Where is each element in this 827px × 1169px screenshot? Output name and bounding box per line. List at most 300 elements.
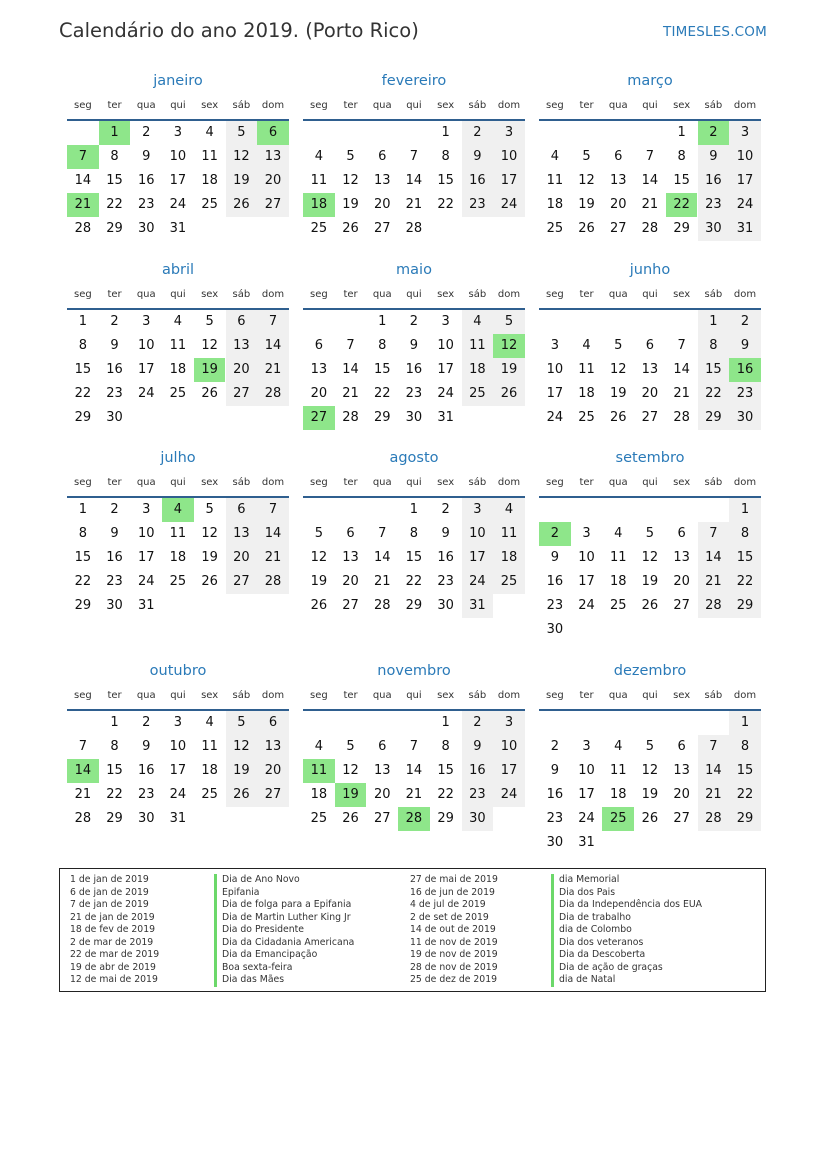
day-cell[interactable]: 9 — [110, 526, 119, 541]
day-cell[interactable]: 23 — [729, 382, 761, 406]
day-cell[interactable]: 9 — [441, 526, 450, 541]
day-cell[interactable]: 17 — [493, 759, 525, 783]
day-cell[interactable]: 25 — [169, 386, 187, 401]
day-cell[interactable]: 28 — [698, 807, 730, 831]
day-cell[interactable]: 17 — [169, 173, 187, 188]
day-cell[interactable]: 13 — [673, 550, 690, 565]
day-cell[interactable]: 18 — [201, 763, 218, 778]
day-cell[interactable]: 25 — [609, 598, 627, 613]
day-cell[interactable]: 29 — [106, 811, 123, 826]
day-cell[interactable]: 9 — [142, 149, 151, 164]
day-cell[interactable]: 27 — [673, 598, 690, 613]
day-cell[interactable]: 7 — [698, 735, 730, 759]
day-cell[interactable]: 24 — [493, 783, 525, 807]
day-cell[interactable]: 4 — [614, 739, 623, 754]
day-cell[interactable]: 18 — [609, 787, 627, 802]
day-cell[interactable]: 13 — [373, 173, 391, 188]
day-cell[interactable]: 30 — [106, 598, 123, 613]
day-cell[interactable]: 1 — [78, 502, 87, 517]
day-cell[interactable]: 22 — [106, 197, 123, 212]
holiday-cell[interactable]: 16 — [729, 358, 761, 382]
day-cell[interactable]: 5 — [614, 338, 623, 353]
day-cell[interactable]: 1 — [441, 715, 450, 730]
day-cell[interactable]: 8 — [110, 739, 119, 754]
day-cell[interactable]: 24 — [578, 811, 595, 826]
day-cell[interactable]: 5 — [205, 314, 214, 329]
day-cell[interactable]: 19 — [310, 574, 328, 589]
holiday-cell[interactable]: 25 — [602, 807, 634, 831]
day-cell[interactable]: 24 — [169, 787, 187, 802]
day-cell[interactable]: 31 — [437, 410, 454, 425]
day-cell[interactable]: 10 — [493, 735, 525, 759]
day-cell[interactable]: 27 — [373, 811, 391, 826]
day-cell[interactable]: 14 — [257, 522, 289, 546]
day-cell[interactable]: 19 — [578, 197, 595, 212]
holiday-cell[interactable]: 28 — [398, 807, 430, 831]
day-cell[interactable]: 3 — [173, 125, 183, 140]
day-cell[interactable]: 11 — [493, 522, 525, 546]
day-cell[interactable]: 30 — [137, 811, 155, 826]
day-cell[interactable]: 20 — [373, 197, 391, 212]
day-cell[interactable]: 8 — [110, 149, 119, 164]
day-cell[interactable]: 11 — [609, 763, 627, 778]
day-cell[interactable]: 13 — [226, 334, 258, 358]
day-cell[interactable]: 27 — [609, 221, 627, 236]
day-cell[interactable]: 10 — [546, 362, 564, 377]
day-cell[interactable]: 2 — [142, 125, 151, 140]
day-cell[interactable]: 30 — [698, 217, 730, 241]
day-cell[interactable]: 12 — [342, 173, 359, 188]
day-cell[interactable]: 2 — [729, 310, 761, 334]
day-cell[interactable]: 5 — [226, 711, 258, 735]
day-cell[interactable]: 8 — [441, 739, 450, 754]
day-cell[interactable]: 11 — [462, 334, 494, 358]
day-cell[interactable]: 15 — [729, 546, 761, 570]
day-cell[interactable]: 9 — [110, 338, 119, 353]
day-cell[interactable]: 15 — [106, 763, 123, 778]
day-cell[interactable]: 26 — [226, 193, 258, 217]
day-cell[interactable]: 9 — [729, 334, 761, 358]
day-cell[interactable]: 16 — [462, 759, 494, 783]
day-cell[interactable]: 24 — [462, 570, 494, 594]
holiday-cell[interactable]: 19 — [335, 783, 367, 807]
day-cell[interactable]: 8 — [698, 334, 730, 358]
day-cell[interactable]: 19 — [609, 386, 627, 401]
day-cell[interactable]: 4 — [550, 149, 559, 164]
day-cell[interactable]: 11 — [609, 550, 627, 565]
day-cell[interactable]: 8 — [441, 149, 450, 164]
day-cell[interactable]: 6 — [378, 149, 387, 164]
day-cell[interactable]: 28 — [257, 570, 289, 594]
day-cell[interactable]: 5 — [645, 526, 655, 541]
day-cell[interactable]: 10 — [578, 550, 595, 565]
day-cell[interactable]: 21 — [405, 197, 423, 212]
day-cell[interactable]: 24 — [546, 410, 564, 425]
day-cell[interactable]: 30 — [106, 410, 123, 425]
day-cell[interactable]: 26 — [578, 221, 595, 236]
day-cell[interactable]: 17 — [493, 169, 525, 193]
day-cell[interactable]: 10 — [462, 522, 494, 546]
day-cell[interactable]: 29 — [74, 410, 92, 425]
day-cell[interactable]: 19 — [226, 759, 258, 783]
day-cell[interactable]: 22 — [729, 783, 761, 807]
day-cell[interactable]: 15 — [437, 763, 454, 778]
day-cell[interactable]: 12 — [201, 338, 218, 353]
day-cell[interactable]: 3 — [142, 314, 151, 329]
day-cell[interactable]: 7 — [677, 338, 686, 353]
day-cell[interactable]: 28 — [373, 598, 391, 613]
day-cell[interactable]: 30 — [437, 598, 454, 613]
day-cell[interactable]: 1 — [378, 314, 387, 329]
day-cell[interactable]: 13 — [673, 763, 690, 778]
day-cell[interactable]: 15 — [106, 173, 123, 188]
day-cell[interactable]: 23 — [137, 787, 155, 802]
day-cell[interactable]: 29 — [106, 221, 123, 236]
day-cell[interactable]: 11 — [310, 173, 328, 188]
day-cell[interactable]: 12 — [641, 763, 659, 778]
day-cell[interactable]: 8 — [729, 735, 761, 759]
day-cell[interactable]: 25 — [493, 570, 525, 594]
day-cell[interactable]: 18 — [609, 574, 627, 589]
day-cell[interactable]: 10 — [437, 338, 454, 353]
day-cell[interactable]: 24 — [437, 386, 454, 401]
day-cell[interactable]: 1 — [729, 498, 761, 522]
day-cell[interactable]: 12 — [310, 550, 328, 565]
day-cell[interactable]: 6 — [645, 338, 655, 353]
day-cell[interactable]: 13 — [609, 173, 627, 188]
day-cell[interactable]: 19 — [342, 197, 359, 212]
day-cell[interactable]: 16 — [106, 550, 123, 565]
day-cell[interactable]: 19 — [493, 358, 525, 382]
day-cell[interactable]: 6 — [346, 526, 355, 541]
day-cell[interactable]: 27 — [257, 783, 289, 807]
day-cell[interactable]: 1 — [409, 502, 419, 517]
day-cell[interactable]: 8 — [78, 338, 87, 353]
day-cell[interactable]: 26 — [310, 598, 328, 613]
day-cell[interactable]: 14 — [673, 362, 690, 377]
day-cell[interactable]: 22 — [405, 574, 423, 589]
day-cell[interactable]: 24 — [578, 598, 595, 613]
day-cell[interactable]: 31 — [169, 811, 187, 826]
day-cell[interactable]: 22 — [74, 574, 92, 589]
day-cell[interactable]: 27 — [226, 570, 258, 594]
holiday-cell[interactable]: 1 — [99, 121, 131, 145]
day-cell[interactable]: 14 — [342, 362, 359, 377]
day-cell[interactable]: 5 — [493, 310, 525, 334]
day-cell[interactable]: 22 — [74, 386, 92, 401]
holiday-cell[interactable]: 27 — [303, 406, 335, 430]
day-cell[interactable]: 29 — [437, 811, 454, 826]
holiday-cell[interactable]: 21 — [67, 193, 99, 217]
brand-logo[interactable]: TIMESLES.COM — [663, 24, 767, 40]
day-cell[interactable]: 20 — [226, 546, 258, 570]
day-cell[interactable]: 20 — [310, 386, 328, 401]
holiday-cell[interactable]: 6 — [257, 121, 289, 145]
day-cell[interactable]: 2 — [110, 314, 119, 329]
day-cell[interactable]: 13 — [342, 550, 359, 565]
day-cell[interactable]: 14 — [698, 759, 730, 783]
holiday-cell[interactable]: 14 — [67, 759, 99, 783]
day-cell[interactable]: 30 — [546, 835, 564, 850]
day-cell[interactable]: 3 — [582, 526, 591, 541]
day-cell[interactable]: 1 — [677, 125, 686, 140]
day-cell[interactable]: 22 — [106, 787, 123, 802]
day-cell[interactable]: 9 — [462, 735, 494, 759]
day-cell[interactable]: 17 — [169, 763, 187, 778]
day-cell[interactable]: 28 — [673, 410, 690, 425]
day-cell[interactable]: 24 — [729, 193, 761, 217]
day-cell[interactable]: 23 — [462, 783, 494, 807]
day-cell[interactable]: 5 — [645, 739, 655, 754]
day-cell[interactable]: 2 — [462, 711, 494, 735]
day-cell[interactable]: 13 — [641, 362, 659, 377]
day-cell[interactable]: 17 — [137, 362, 155, 377]
day-cell[interactable]: 25 — [462, 382, 494, 406]
day-cell[interactable]: 31 — [462, 594, 494, 618]
day-cell[interactable]: 11 — [169, 526, 187, 541]
day-cell[interactable]: 22 — [373, 386, 391, 401]
day-cell[interactable]: 9 — [550, 550, 559, 565]
day-cell[interactable]: 16 — [137, 763, 155, 778]
day-cell[interactable]: 29 — [74, 598, 92, 613]
day-cell[interactable]: 3 — [550, 338, 559, 353]
day-cell[interactable]: 11 — [578, 362, 595, 377]
day-cell[interactable]: 23 — [546, 598, 564, 613]
day-cell[interactable]: 12 — [641, 550, 659, 565]
day-cell[interactable]: 17 — [578, 787, 595, 802]
day-cell[interactable]: 10 — [493, 145, 525, 169]
day-cell[interactable]: 19 — [641, 574, 659, 589]
day-cell[interactable]: 27 — [373, 221, 391, 236]
day-cell[interactable]: 3 — [173, 715, 183, 730]
day-cell[interactable]: 15 — [729, 759, 761, 783]
day-cell[interactable]: 27 — [673, 811, 690, 826]
day-cell[interactable]: 7 — [257, 498, 289, 522]
day-cell[interactable]: 6 — [677, 739, 686, 754]
day-cell[interactable]: 25 — [310, 221, 328, 236]
day-cell[interactable]: 7 — [409, 739, 419, 754]
day-cell[interactable]: 4 — [205, 715, 214, 730]
day-cell[interactable]: 8 — [409, 526, 419, 541]
day-cell[interactable]: 11 — [546, 173, 564, 188]
day-cell[interactable]: 20 — [609, 197, 627, 212]
day-cell[interactable]: 28 — [405, 221, 423, 236]
day-cell[interactable]: 5 — [582, 149, 591, 164]
day-cell[interactable]: 29 — [405, 598, 423, 613]
day-cell[interactable]: 16 — [405, 362, 423, 377]
day-cell[interactable]: 3 — [462, 498, 494, 522]
day-cell[interactable]: 3 — [729, 121, 761, 145]
day-cell[interactable]: 30 — [462, 807, 494, 831]
day-cell[interactable]: 21 — [673, 386, 690, 401]
day-cell[interactable]: 10 — [578, 763, 595, 778]
day-cell[interactable]: 2 — [142, 715, 151, 730]
day-cell[interactable]: 24 — [137, 574, 155, 589]
day-cell[interactable]: 10 — [169, 739, 187, 754]
day-cell[interactable]: 20 — [342, 574, 359, 589]
day-cell[interactable]: 26 — [641, 598, 659, 613]
day-cell[interactable]: 21 — [373, 574, 391, 589]
day-cell[interactable]: 4 — [493, 498, 525, 522]
day-cell[interactable]: 4 — [614, 526, 623, 541]
day-cell[interactable]: 19 — [201, 550, 218, 565]
day-cell[interactable]: 31 — [169, 221, 187, 236]
day-cell[interactable]: 18 — [201, 173, 218, 188]
day-cell[interactable]: 31 — [137, 598, 155, 613]
day-cell[interactable]: 10 — [137, 338, 155, 353]
day-cell[interactable]: 26 — [226, 783, 258, 807]
day-cell[interactable]: 9 — [550, 763, 559, 778]
day-cell[interactable]: 1 — [729, 711, 761, 735]
day-cell[interactable]: 8 — [78, 526, 87, 541]
day-cell[interactable]: 18 — [169, 550, 187, 565]
day-cell[interactable]: 17 — [462, 546, 494, 570]
day-cell[interactable]: 25 — [201, 787, 218, 802]
day-cell[interactable]: 1 — [110, 715, 119, 730]
day-cell[interactable]: 5 — [205, 502, 214, 517]
day-cell[interactable]: 29 — [729, 807, 761, 831]
day-cell[interactable]: 22 — [437, 197, 454, 212]
day-cell[interactable]: 24 — [493, 193, 525, 217]
day-cell[interactable]: 5 — [346, 149, 355, 164]
holiday-cell[interactable]: 4 — [162, 498, 194, 522]
day-cell[interactable]: 3 — [142, 502, 151, 517]
day-cell[interactable]: 6 — [378, 739, 387, 754]
holiday-cell[interactable]: 18 — [303, 193, 335, 217]
day-cell[interactable]: 16 — [698, 169, 730, 193]
day-cell[interactable]: 2 — [409, 314, 419, 329]
day-cell[interactable]: 28 — [641, 221, 659, 236]
day-cell[interactable]: 15 — [373, 362, 391, 377]
day-cell[interactable]: 23 — [437, 574, 454, 589]
day-cell[interactable]: 4 — [314, 739, 323, 754]
day-cell[interactable]: 1 — [78, 314, 87, 329]
day-cell[interactable]: 24 — [137, 386, 155, 401]
day-cell[interactable]: 3 — [493, 121, 525, 145]
day-cell[interactable]: 1 — [441, 125, 450, 140]
day-cell[interactable]: 18 — [546, 197, 564, 212]
day-cell[interactable]: 6 — [677, 526, 686, 541]
day-cell[interactable]: 26 — [342, 811, 359, 826]
day-cell[interactable]: 13 — [257, 145, 289, 169]
day-cell[interactable]: 7 — [346, 338, 355, 353]
day-cell[interactable]: 16 — [546, 574, 564, 589]
day-cell[interactable]: 11 — [169, 338, 187, 353]
day-cell[interactable]: 1 — [698, 310, 730, 334]
day-cell[interactable]: 5 — [346, 739, 355, 754]
day-cell[interactable]: 26 — [201, 386, 218, 401]
day-cell[interactable]: 21 — [405, 787, 423, 802]
day-cell[interactable]: 27 — [342, 598, 359, 613]
day-cell[interactable]: 31 — [729, 217, 761, 241]
day-cell[interactable]: 15 — [437, 173, 454, 188]
day-cell[interactable]: 11 — [201, 739, 218, 754]
day-cell[interactable]: 23 — [106, 386, 123, 401]
day-cell[interactable]: 18 — [310, 787, 328, 802]
day-cell[interactable]: 21 — [698, 783, 730, 807]
day-cell[interactable]: 17 — [578, 574, 595, 589]
day-cell[interactable]: 12 — [226, 145, 258, 169]
day-cell[interactable]: 26 — [342, 221, 359, 236]
day-cell[interactable]: 19 — [641, 787, 659, 802]
day-cell[interactable]: 23 — [546, 811, 564, 826]
day-cell[interactable]: 10 — [137, 526, 155, 541]
day-cell[interactable]: 11 — [201, 149, 218, 164]
day-cell[interactable]: 7 — [78, 739, 87, 754]
day-cell[interactable]: 22 — [698, 382, 730, 406]
day-cell[interactable]: 6 — [257, 711, 289, 735]
day-cell[interactable]: 26 — [201, 574, 218, 589]
day-cell[interactable]: 18 — [169, 362, 187, 377]
day-cell[interactable]: 27 — [226, 382, 258, 406]
day-cell[interactable]: 23 — [106, 574, 123, 589]
day-cell[interactable]: 20 — [673, 574, 690, 589]
day-cell[interactable]: 15 — [698, 358, 730, 382]
day-cell[interactable]: 25 — [310, 811, 328, 826]
day-cell[interactable]: 2 — [550, 739, 559, 754]
day-cell[interactable]: 2 — [441, 502, 450, 517]
day-cell[interactable]: 10 — [169, 149, 187, 164]
day-cell[interactable]: 16 — [106, 362, 123, 377]
day-cell[interactable]: 12 — [342, 763, 359, 778]
holiday-cell[interactable]: 12 — [493, 334, 525, 358]
day-cell[interactable]: 20 — [226, 358, 258, 382]
day-cell[interactable]: 4 — [173, 314, 183, 329]
day-cell[interactable]: 13 — [226, 522, 258, 546]
day-cell[interactable]: 21 — [74, 787, 92, 802]
day-cell[interactable]: 28 — [74, 221, 92, 236]
day-cell[interactable]: 12 — [201, 526, 218, 541]
day-cell[interactable]: 5 — [314, 526, 323, 541]
day-cell[interactable]: 14 — [257, 334, 289, 358]
day-cell[interactable]: 9 — [409, 338, 419, 353]
day-cell[interactable]: 23 — [698, 193, 730, 217]
day-cell[interactable]: 22 — [729, 570, 761, 594]
day-cell[interactable]: 30 — [405, 410, 423, 425]
day-cell[interactable]: 15 — [673, 173, 690, 188]
day-cell[interactable]: 21 — [698, 570, 730, 594]
day-cell[interactable]: 7 — [698, 522, 730, 546]
day-cell[interactable]: 3 — [493, 711, 525, 735]
day-cell[interactable]: 29 — [373, 410, 391, 425]
day-cell[interactable]: 9 — [698, 145, 730, 169]
day-cell[interactable]: 20 — [257, 759, 289, 783]
holiday-cell[interactable]: 2 — [698, 121, 730, 145]
holiday-cell[interactable]: 2 — [539, 522, 571, 546]
day-cell[interactable]: 18 — [493, 546, 525, 570]
day-cell[interactable]: 27 — [257, 193, 289, 217]
day-cell[interactable]: 12 — [578, 173, 595, 188]
holiday-cell[interactable]: 7 — [67, 145, 99, 169]
day-cell[interactable]: 7 — [257, 310, 289, 334]
day-cell[interactable]: 26 — [493, 382, 525, 406]
day-cell[interactable]: 17 — [729, 169, 761, 193]
day-cell[interactable]: 15 — [405, 550, 423, 565]
holiday-cell[interactable]: 22 — [666, 193, 698, 217]
day-cell[interactable]: 4 — [462, 310, 494, 334]
holiday-cell[interactable]: 11 — [303, 759, 335, 783]
day-cell[interactable]: 28 — [74, 811, 92, 826]
day-cell[interactable]: 29 — [698, 406, 730, 430]
day-cell[interactable]: 4 — [205, 125, 214, 140]
day-cell[interactable]: 20 — [373, 787, 391, 802]
day-cell[interactable]: 8 — [677, 149, 686, 164]
day-cell[interactable]: 21 — [257, 546, 289, 570]
day-cell[interactable]: 9 — [462, 145, 494, 169]
day-cell[interactable]: 14 — [373, 550, 391, 565]
day-cell[interactable]: 27 — [641, 410, 659, 425]
day-cell[interactable]: 24 — [169, 197, 187, 212]
